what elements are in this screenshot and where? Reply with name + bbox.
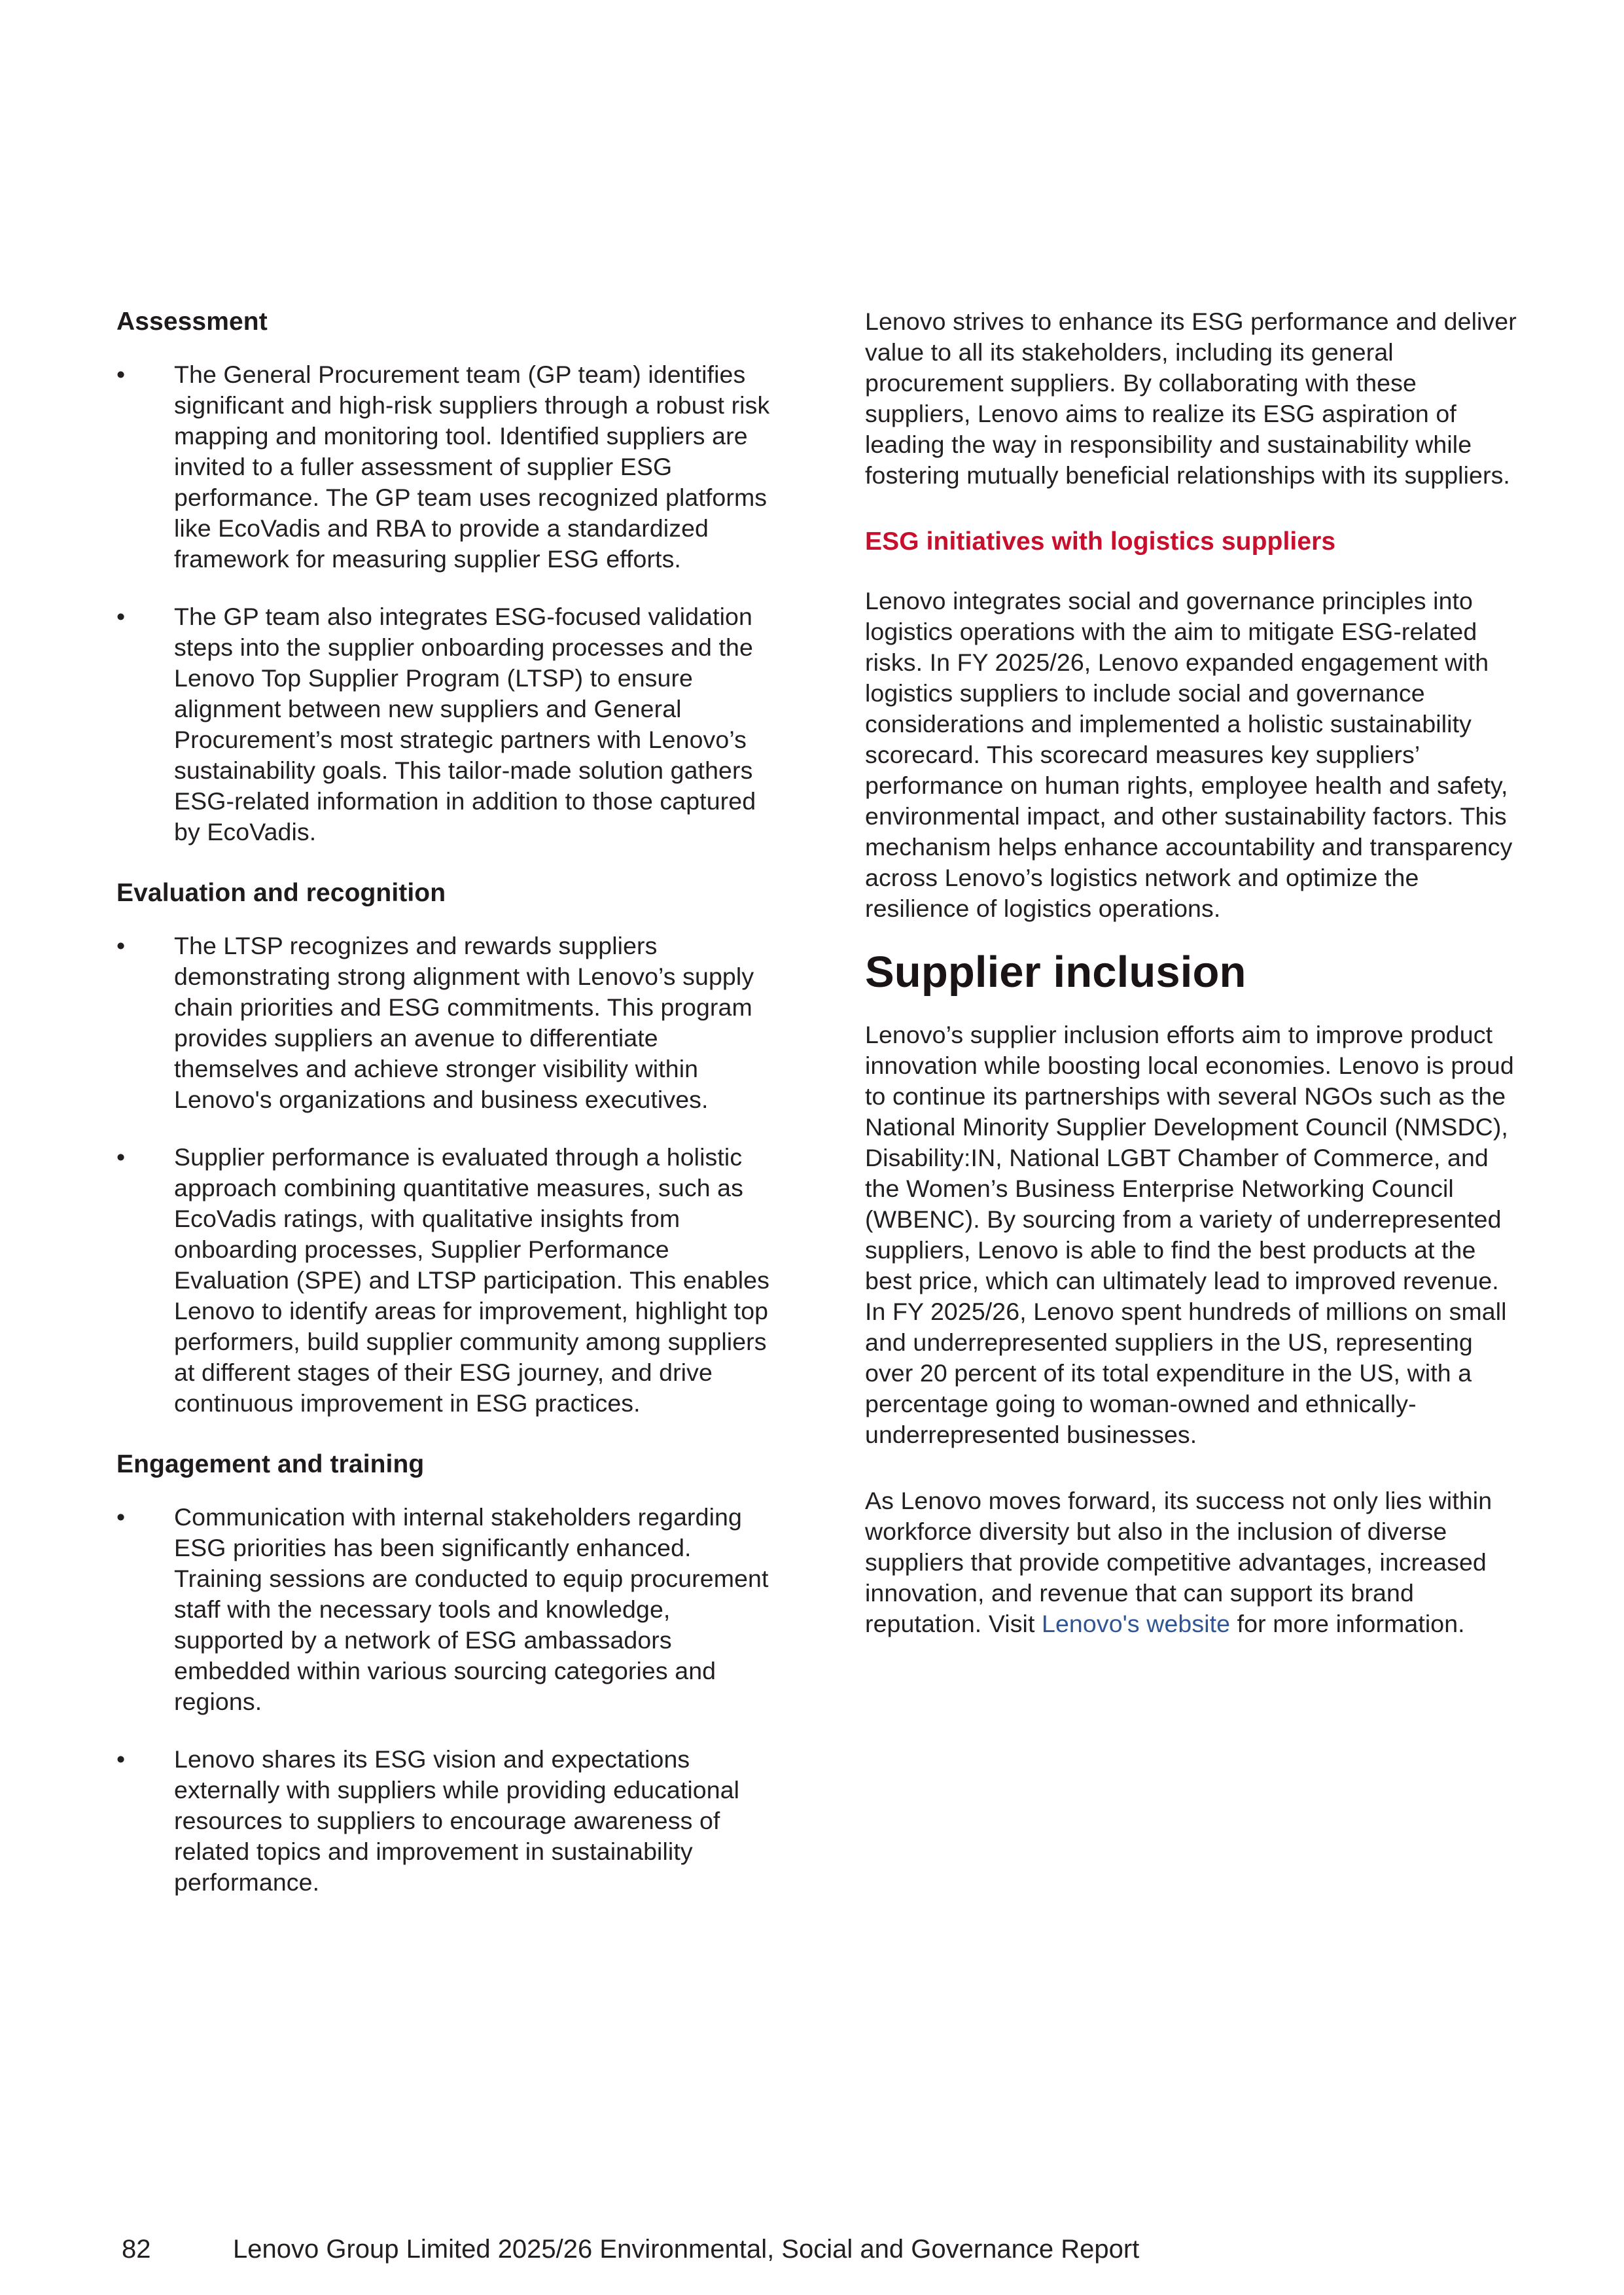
logistics-paragraph: Lenovo integrates social and governance principles into logistics operations with the aim to mitigate ESG-related risks. In FY 2025/26, Lenovo expanded engagement with logistics suppliers to include social and governance considerations and implemented a holistic sustainability scorecard. This scorecard measures key suppliers’ performance on human rights, employee health and safety, environmental impact, and other sustainability factors. This mechanism helps enhance accountability and transparency across Lenovo’s logistics network and optimize the resilience of logistics operations. — [865, 587, 1513, 922]
supplier-inclusion-heading: Supplier inclusion — [865, 948, 1246, 997]
bullet-icon: • — [116, 603, 126, 630]
closing-paragraph — [865, 1486, 1519, 1639]
closing-text: As Lenovo moves forward, its success not only lies within workforce diversity but also in the inclusion of diverse suppliers that provide competitive advantages, increased innovation, and revenue that can support its brand reputation. Visit — [865, 1487, 1492, 1637]
assessment-list — [116, 359, 771, 847]
right-column — [865, 306, 1519, 1639]
evaluation-list — [116, 931, 771, 1419]
lenovo-website-link[interactable]: Lenovo's website — [1042, 1610, 1231, 1637]
list-item — [116, 359, 771, 575]
list-item-text: Communication with internal stakeholders regarding ESG priorities has been significantly enhanced. Training sessions are conducted to equip procurement staff with the necessary tools and knowledge, supported by a network of ESG ambassadors embedded within various sourcing categories and regions. — [174, 1503, 769, 1715]
list-item — [116, 931, 771, 1115]
list-item-text: The GP team also integrates ESG-focused validation steps into the supplier onboarding processes and the Lenovo Top Supplier Program (LTSP) to ensure alignment between new suppliers and General Procurement’s most strategic partners with Lenovo’s sustainability goals. This tailor-made solution gathers ESG-related information in addition to those captured by EcoVadis. — [174, 603, 756, 845]
engagement-heading: Engagement and training — [116, 1450, 425, 1478]
list-item — [116, 1142, 771, 1419]
inclusion-paragraph: Lenovo’s supplier inclusion efforts aim to improve product innovation while boosting local economies. Lenovo is proud to continue its partnerships with several NGOs such as the National Minority Supplier Development Council (NMSDC), Disability:IN, National LGBT Chamber of Commerce, and the Women’s Business Enterprise Networking Council (WBENC). By sourcing from a variety of underrepresented suppliers, Lenovo is able to find the best products at the best price, which can ultimately lead to improved revenue. In FY 2025/26, Lenovo spent hundreds of millions on small and underrepresented suppliers in the US, representing over 20 percent of its total expenditure in the US, with a percentage going to woman-owned and ethnically-underrepresented businesses. — [865, 1021, 1514, 1448]
bullet-icon: • — [116, 1503, 126, 1531]
list-item — [116, 601, 771, 847]
logistics-heading: ESG initiatives with logistics suppliers — [865, 527, 1336, 556]
bullet-icon: • — [116, 361, 126, 388]
bullet-icon: • — [116, 1745, 126, 1773]
intro-paragraph: Lenovo strives to enhance its ESG performance and deliver value to all its stakeholders, including its general procurement suppliers. By collaborating with these suppliers, Lenovo aims to realize its ESG aspiration of leading the way in responsibility and sustainability while fostering mutually beneficial relationships with its suppliers. — [865, 308, 1517, 489]
list-item — [116, 1744, 771, 1898]
list-item-text: The LTSP recognizes and rewards suppliers demonstrating strong alignment with Lenovo’s supply chain priorities and ESG commitments. This program provides suppliers an avenue to differentiate themselves and achieve stronger visibility within Lenovo's organizations and business executives. — [174, 932, 754, 1113]
page-footer — [122, 2233, 1139, 2265]
closing-text-end: for more information. — [1230, 1610, 1465, 1637]
bullet-icon: • — [116, 932, 126, 959]
list-item-text: The General Procurement team (GP team) identifies significant and high-risk suppliers through a robust risk mapping and monitoring tool. Identified suppliers are invited to a fuller assessment of supplier ESG performance. The GP team uses recognized platforms like EcoVadis and RBA to provide a standardized framework for measuring supplier ESG efforts. — [174, 361, 770, 573]
evaluation-heading: Evaluation and recognition — [116, 879, 446, 907]
assessment-heading: Assessment — [116, 308, 268, 336]
list-item-text: Lenovo shares its ESG vision and expectations externally with suppliers while providing educational resources to suppliers to encourage awareness of related topics and improvement in sustainability performance. — [174, 1745, 740, 1896]
left-column — [116, 306, 771, 1898]
list-item-text: Supplier performance is evaluated through a holistic approach combining quantitative measures, such as EcoVadis ratings, with qualitative insights from onboarding processes, Supplier Performance Evaluation (SPE) and LTSP participation. This enables Lenovo to identify areas for improvement, highlight top performers, build supplier community among suppliers at different stages of their ESG journey, and drive continuous improvement in ESG practices. — [174, 1143, 769, 1417]
page-number: 82 — [122, 2235, 151, 2264]
report-title: Lenovo Group Limited 2025/26 Environmental, Social and Governance Report — [233, 2235, 1140, 2264]
engagement-list — [116, 1502, 771, 1898]
bullet-icon: • — [116, 1143, 126, 1171]
list-item — [116, 1502, 771, 1717]
